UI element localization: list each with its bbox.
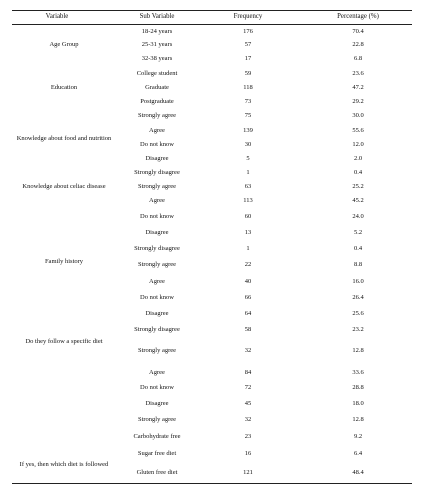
sub-variable-cell: Sugar free diet xyxy=(137,450,177,457)
frequency-cell: 84 xyxy=(244,369,252,376)
frequency-cell: 72 xyxy=(244,384,252,391)
frequency-cell: 1 xyxy=(246,245,250,252)
frequency-cell: 60 xyxy=(244,213,252,220)
sub-variable-cell: Strongly agree xyxy=(137,183,177,190)
frequency-cell: 176 xyxy=(243,28,253,35)
sub-variable-cell: Strongly agree xyxy=(137,416,177,423)
percentage-cell: 6.4 xyxy=(353,450,363,457)
sub-variable-cell: 18-24 years xyxy=(141,28,173,35)
percentage-cell: 9.2 xyxy=(353,433,363,440)
percentage-cell: 12.0 xyxy=(352,141,364,148)
sub-variable-cell: Disagree xyxy=(145,400,169,407)
sub-variable-cell: Disagree xyxy=(145,229,169,236)
percentage-cell: 5.2 xyxy=(353,229,363,236)
percentage-cell: 55.6 xyxy=(352,127,364,134)
percentage-cell: 29.2 xyxy=(352,98,364,105)
sub-variable-cell: Disagree xyxy=(145,310,169,317)
frequency-cell: 118 xyxy=(243,84,253,91)
percentage-cell: 23.2 xyxy=(352,326,364,333)
frequency-cell: 64 xyxy=(244,310,252,317)
frequency-cell: 59 xyxy=(244,70,252,77)
sub-variable-cell: Postgraduate xyxy=(140,98,174,105)
sub-variable-cell: Strongly disagree xyxy=(134,169,180,176)
sub-variable-cell: 25-31 years xyxy=(141,41,173,48)
header-percentage: Percentage (%) xyxy=(337,13,379,20)
sub-variable-cell: Gluten free diet xyxy=(136,469,178,476)
sub-variable-cell: Disagree xyxy=(145,155,169,162)
frequency-cell: 40 xyxy=(244,278,252,285)
frequency-cell: 58 xyxy=(244,326,252,333)
sub-variable-cell: Do not know xyxy=(140,384,174,391)
sub-variable-cell: Strongly agree xyxy=(137,347,177,354)
sub-variable-cell: Strongly agree xyxy=(137,261,177,268)
percentage-cell: 0.4 xyxy=(353,169,363,176)
frequency-cell: 1 xyxy=(246,169,250,176)
variable-label: If yes, then which diet is followed xyxy=(19,461,109,468)
sub-variable-cell: Agree xyxy=(149,197,165,204)
sub-variable-cell: Strongly agree xyxy=(137,112,177,119)
variable-label: Knowledge about food and nutrition xyxy=(16,135,112,142)
sub-variable-cell: 32-38 years xyxy=(141,55,173,62)
percentage-cell: 12.8 xyxy=(352,347,364,354)
percentage-cell: 30.0 xyxy=(352,112,364,119)
sub-variable-cell: Agree xyxy=(149,127,165,134)
frequency-cell: 45 xyxy=(244,400,252,407)
frequency-cell: 16 xyxy=(244,450,252,457)
percentage-cell: 28.8 xyxy=(352,384,364,391)
percentage-cell: 0.4 xyxy=(353,245,363,252)
frequency-cell: 23 xyxy=(244,433,252,440)
percentage-cell: 70.4 xyxy=(352,28,364,35)
frequency-cell: 113 xyxy=(243,197,253,204)
frequency-cell: 22 xyxy=(244,261,252,268)
frequency-cell: 30 xyxy=(244,141,252,148)
frequency-cell: 13 xyxy=(244,229,252,236)
percentage-cell: 45.2 xyxy=(352,197,364,204)
header-frequency: Frequency xyxy=(233,13,263,20)
percentage-cell: 22.8 xyxy=(352,41,364,48)
percentage-cell: 24.0 xyxy=(352,213,364,220)
frequency-cell: 121 xyxy=(243,469,253,476)
variable-label: Education xyxy=(50,84,78,91)
sub-variable-cell: Do not know xyxy=(140,213,174,220)
percentage-cell: 2.0 xyxy=(353,155,363,162)
header-sub-variable: Sub Variable xyxy=(139,13,175,20)
sub-variable-cell: Strongly disagree xyxy=(134,326,180,333)
sub-variable-cell: Strongly disagree xyxy=(134,245,180,252)
frequency-cell: 63 xyxy=(244,183,252,190)
header-variable: Variable xyxy=(45,13,69,20)
percentage-cell: 33.6 xyxy=(352,369,364,376)
frequency-cell: 66 xyxy=(244,294,252,301)
variable-label: Knowledge about celiac disease xyxy=(22,183,106,190)
sub-variable-cell: Graduate xyxy=(145,84,169,91)
sub-variable-cell: College student xyxy=(136,70,178,77)
frequency-cell: 17 xyxy=(244,55,252,62)
variable-label: Age Group xyxy=(49,41,79,48)
sub-variable-cell: Do not know xyxy=(140,294,174,301)
percentage-cell: 25.2 xyxy=(352,183,364,190)
frequency-cell: 73 xyxy=(244,98,252,105)
frequency-cell: 32 xyxy=(244,347,252,354)
percentage-cell: 23.6 xyxy=(352,70,364,77)
percentage-cell: 47.2 xyxy=(352,84,364,91)
frequency-cell: 139 xyxy=(243,127,253,134)
frequency-cell: 57 xyxy=(244,41,252,48)
variable-label: Family history xyxy=(44,258,84,265)
percentage-cell: 8.8 xyxy=(353,261,363,268)
frequency-cell: 75 xyxy=(244,112,252,119)
frequency-cell: 32 xyxy=(244,416,252,423)
header-divider xyxy=(12,24,412,25)
percentage-cell: 12.8 xyxy=(352,416,364,423)
percentage-cell: 18.0 xyxy=(352,400,364,407)
percentage-cell: 26.4 xyxy=(352,294,364,301)
sub-variable-cell: Agree xyxy=(149,278,165,285)
sub-variable-cell: Do not know xyxy=(140,141,174,148)
percentage-cell: 25.6 xyxy=(352,310,364,317)
sub-variable-cell: Agree xyxy=(149,369,165,376)
sub-variable-cell: Carbohydrate free xyxy=(133,433,181,440)
percentage-cell: 16.0 xyxy=(352,278,364,285)
frequency-cell: 5 xyxy=(246,155,250,162)
percentage-cell: 48.4 xyxy=(352,469,364,476)
variable-label: Do they follow a specific diet xyxy=(25,338,103,345)
percentage-cell: 6.8 xyxy=(353,55,363,62)
